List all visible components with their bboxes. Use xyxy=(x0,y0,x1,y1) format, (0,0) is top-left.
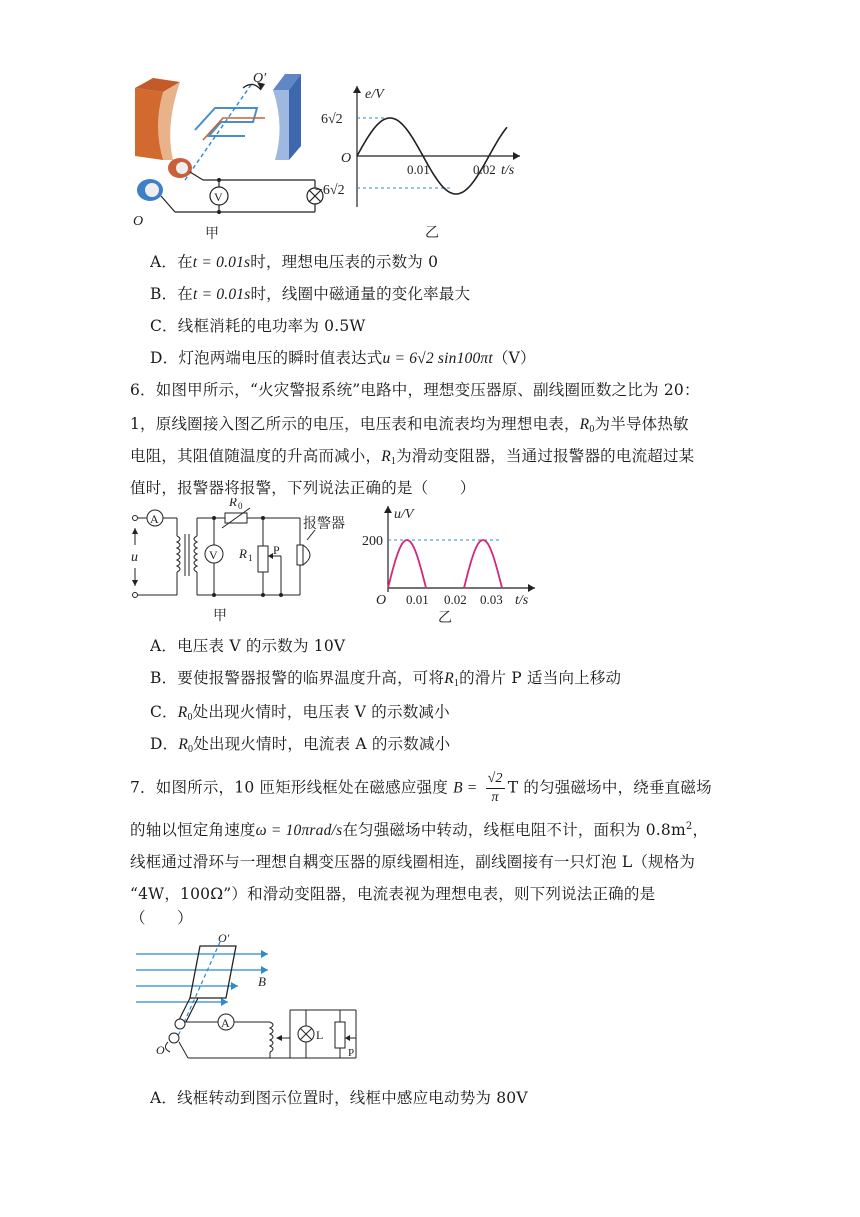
q6-option-d xyxy=(150,732,450,755)
tick6-003: 0.03 xyxy=(480,592,503,607)
tick-001: 0.01 xyxy=(407,162,430,177)
r0-symbol: $R_0$ xyxy=(579,416,595,435)
q7-stem-line-2 xyxy=(130,818,708,840)
slider-p-7: P xyxy=(348,1047,355,1059)
q6-stem-line-2 xyxy=(130,412,689,435)
q6-option-d-a: D． xyxy=(150,735,179,753)
alarm-icon xyxy=(297,545,303,565)
q5-option-d-expr: u = 6√2 sin100πt xyxy=(382,350,493,367)
x-axis-label: t/s xyxy=(501,163,515,178)
y-max-label: 6√2 xyxy=(321,112,343,127)
fig6-right-caption: 乙 xyxy=(438,611,452,626)
q5-option-d xyxy=(150,346,536,368)
ammeter-label: A xyxy=(150,512,159,526)
t-axis-label: t/s xyxy=(515,593,529,608)
r0-label: R xyxy=(229,498,237,509)
r0-symbol-c: $R_0$ xyxy=(177,704,193,723)
q5-option-b-expr: t = 0.01s xyxy=(193,286,251,303)
origin-label-6: O xyxy=(376,593,387,608)
q6-stem-line-4: 值时，报警器将报警，下列说法正确的是（ ） xyxy=(130,479,476,497)
q5-option-c: C．线框消耗的电功率为 0.5W xyxy=(150,317,366,335)
emf-graph xyxy=(315,82,535,242)
q7-stem-line-3: 线框通过滑环与一理想自耦变压器的原线圈相连，副线圈接有一只灯泡 L（规格为 xyxy=(130,853,696,871)
tick6-001: 0.01 xyxy=(406,592,429,607)
q5-option-b xyxy=(150,282,470,304)
q7-stem-line-1 xyxy=(130,770,712,807)
q6-stem-line-1: 6．如图甲所示，“火灾警报系统”电路中，理想变压器原、副线圈匝数之比为 20： xyxy=(130,381,700,399)
rectified-curve xyxy=(388,540,502,588)
b-field-label: B xyxy=(258,974,266,989)
rheostat-7 xyxy=(335,1022,345,1048)
b-fraction: $\frac{√2}{\pi}$ xyxy=(487,771,503,805)
q5-option-b-suffix: 时，线圈中磁通量的变化率最大 xyxy=(250,285,471,303)
fig5-left-caption: 甲 xyxy=(205,227,219,242)
q6-option-b-a: B．要使报警器报警的临界温度升高，可将 xyxy=(150,669,445,687)
q7-stem-1a: 7．如图所示，10 匝矩形线框处在磁感应强度 xyxy=(130,778,448,797)
q7-omega-expr: ω = 10πrad/s xyxy=(255,822,343,839)
q7-stem-2c: 在匀强磁场中转动，线框电阻不计，面积为 0.8m xyxy=(342,821,686,839)
q7-option-a: A．线框转动到图示位置时，线框中感应电动势为 80V xyxy=(150,1089,528,1107)
q6-stem-line-3 xyxy=(130,444,694,467)
tick6-002: 0.02 xyxy=(444,592,467,607)
q5-option-a-suffix: 时，理想电压表的示数为 0 xyxy=(250,253,439,271)
q6-option-d-b: 处出现火情时，电流表 A 的示数减小 xyxy=(193,735,451,753)
o-label: O xyxy=(156,1043,165,1057)
q5-option-b-prefix: B．在 xyxy=(150,285,193,303)
y-axis-label: e/V xyxy=(365,87,384,102)
q7-sup-2: 2 xyxy=(685,821,693,832)
ammeter-label-7: A xyxy=(221,1016,230,1030)
peak-label: 200 xyxy=(362,534,383,549)
q6-option-c-b: 处出现火情时，电压表 V 的示数减小 xyxy=(192,703,450,721)
lamp-label: L xyxy=(316,1028,324,1042)
voltmeter-label-6: V xyxy=(209,548,218,562)
q7-stem-line-4: “4W，100Ω”）和滑动变阻器，电流表视为理想电表，则下列说法正确的是 xyxy=(130,885,656,903)
q5-option-a xyxy=(150,250,438,272)
q7-b-expr: B = xyxy=(453,779,478,797)
origin-label: O xyxy=(341,151,352,166)
alarm-label: 报警器 xyxy=(303,517,345,532)
y-min-label: −6√2 xyxy=(315,183,345,198)
tick-002: 0.02 xyxy=(473,162,496,177)
q6-option-c-a: C． xyxy=(150,703,178,721)
q5-option-d-suffix: （V） xyxy=(492,349,536,367)
svg-text:R: R xyxy=(239,546,247,561)
axis-label-o: O xyxy=(133,214,144,229)
autotransformer-figure xyxy=(128,934,368,1064)
q6-stem-3b: 为滑动变阻器，当通过报警器的电流超过某 xyxy=(396,447,695,465)
q6-stem-3a: 电阻，其阻值随温度的升高而减小， xyxy=(130,447,382,465)
voltmeter-label: V xyxy=(214,190,223,204)
fig6-left-caption: 甲 xyxy=(213,609,227,624)
rectified-voltage-graph xyxy=(350,500,550,630)
u-label: u xyxy=(131,550,138,565)
generator-figure xyxy=(125,60,345,245)
svg-text:0: 0 xyxy=(238,501,243,511)
q6-stem-2b: 为半导体热敏 xyxy=(594,415,689,433)
q6-option-b-b: 的滑片 P 适当向上移动 xyxy=(459,669,622,687)
q5-option-a-expr: t = 0.01s xyxy=(192,254,251,271)
r1-symbol: $R_1$ xyxy=(381,448,397,467)
slider-p-label: P xyxy=(273,543,280,557)
u-axis-label: u/V xyxy=(394,507,414,522)
svg-text:1: 1 xyxy=(248,553,253,563)
alarm-circuit-figure xyxy=(125,498,365,628)
fig5-right-caption: 乙 xyxy=(425,226,439,241)
rheostat-r1 xyxy=(258,546,268,572)
r0-symbol-d: $R_0$ xyxy=(178,736,194,755)
q6-option-c xyxy=(150,700,450,723)
q6-option-b xyxy=(150,666,621,689)
q6-stem-2a: 1，原线圈接入图乙所示的电压，电压表和电流表均为理想电表， xyxy=(130,415,580,433)
q7-stem-2a: 的轴以恒定角速度 xyxy=(130,821,256,839)
q5-option-a-prefix: A．在 xyxy=(150,253,193,271)
r1-symbol-b: $R_1$ xyxy=(444,670,460,689)
q7-stem-2e: ， xyxy=(692,821,709,839)
q6-option-a: A．电压表 V 的示数为 10V xyxy=(150,637,346,655)
o-prime-label: O′ xyxy=(218,934,230,945)
axis-label-o-prime: O′ xyxy=(253,71,267,86)
q7-stem-line-5: （ ） xyxy=(130,909,193,927)
q7-stem-1c: T 的匀强磁场中，绕垂直磁场 xyxy=(507,778,712,797)
q5-option-d-prefix: D．灯泡两端电压的瞬时值表达式 xyxy=(150,349,383,367)
